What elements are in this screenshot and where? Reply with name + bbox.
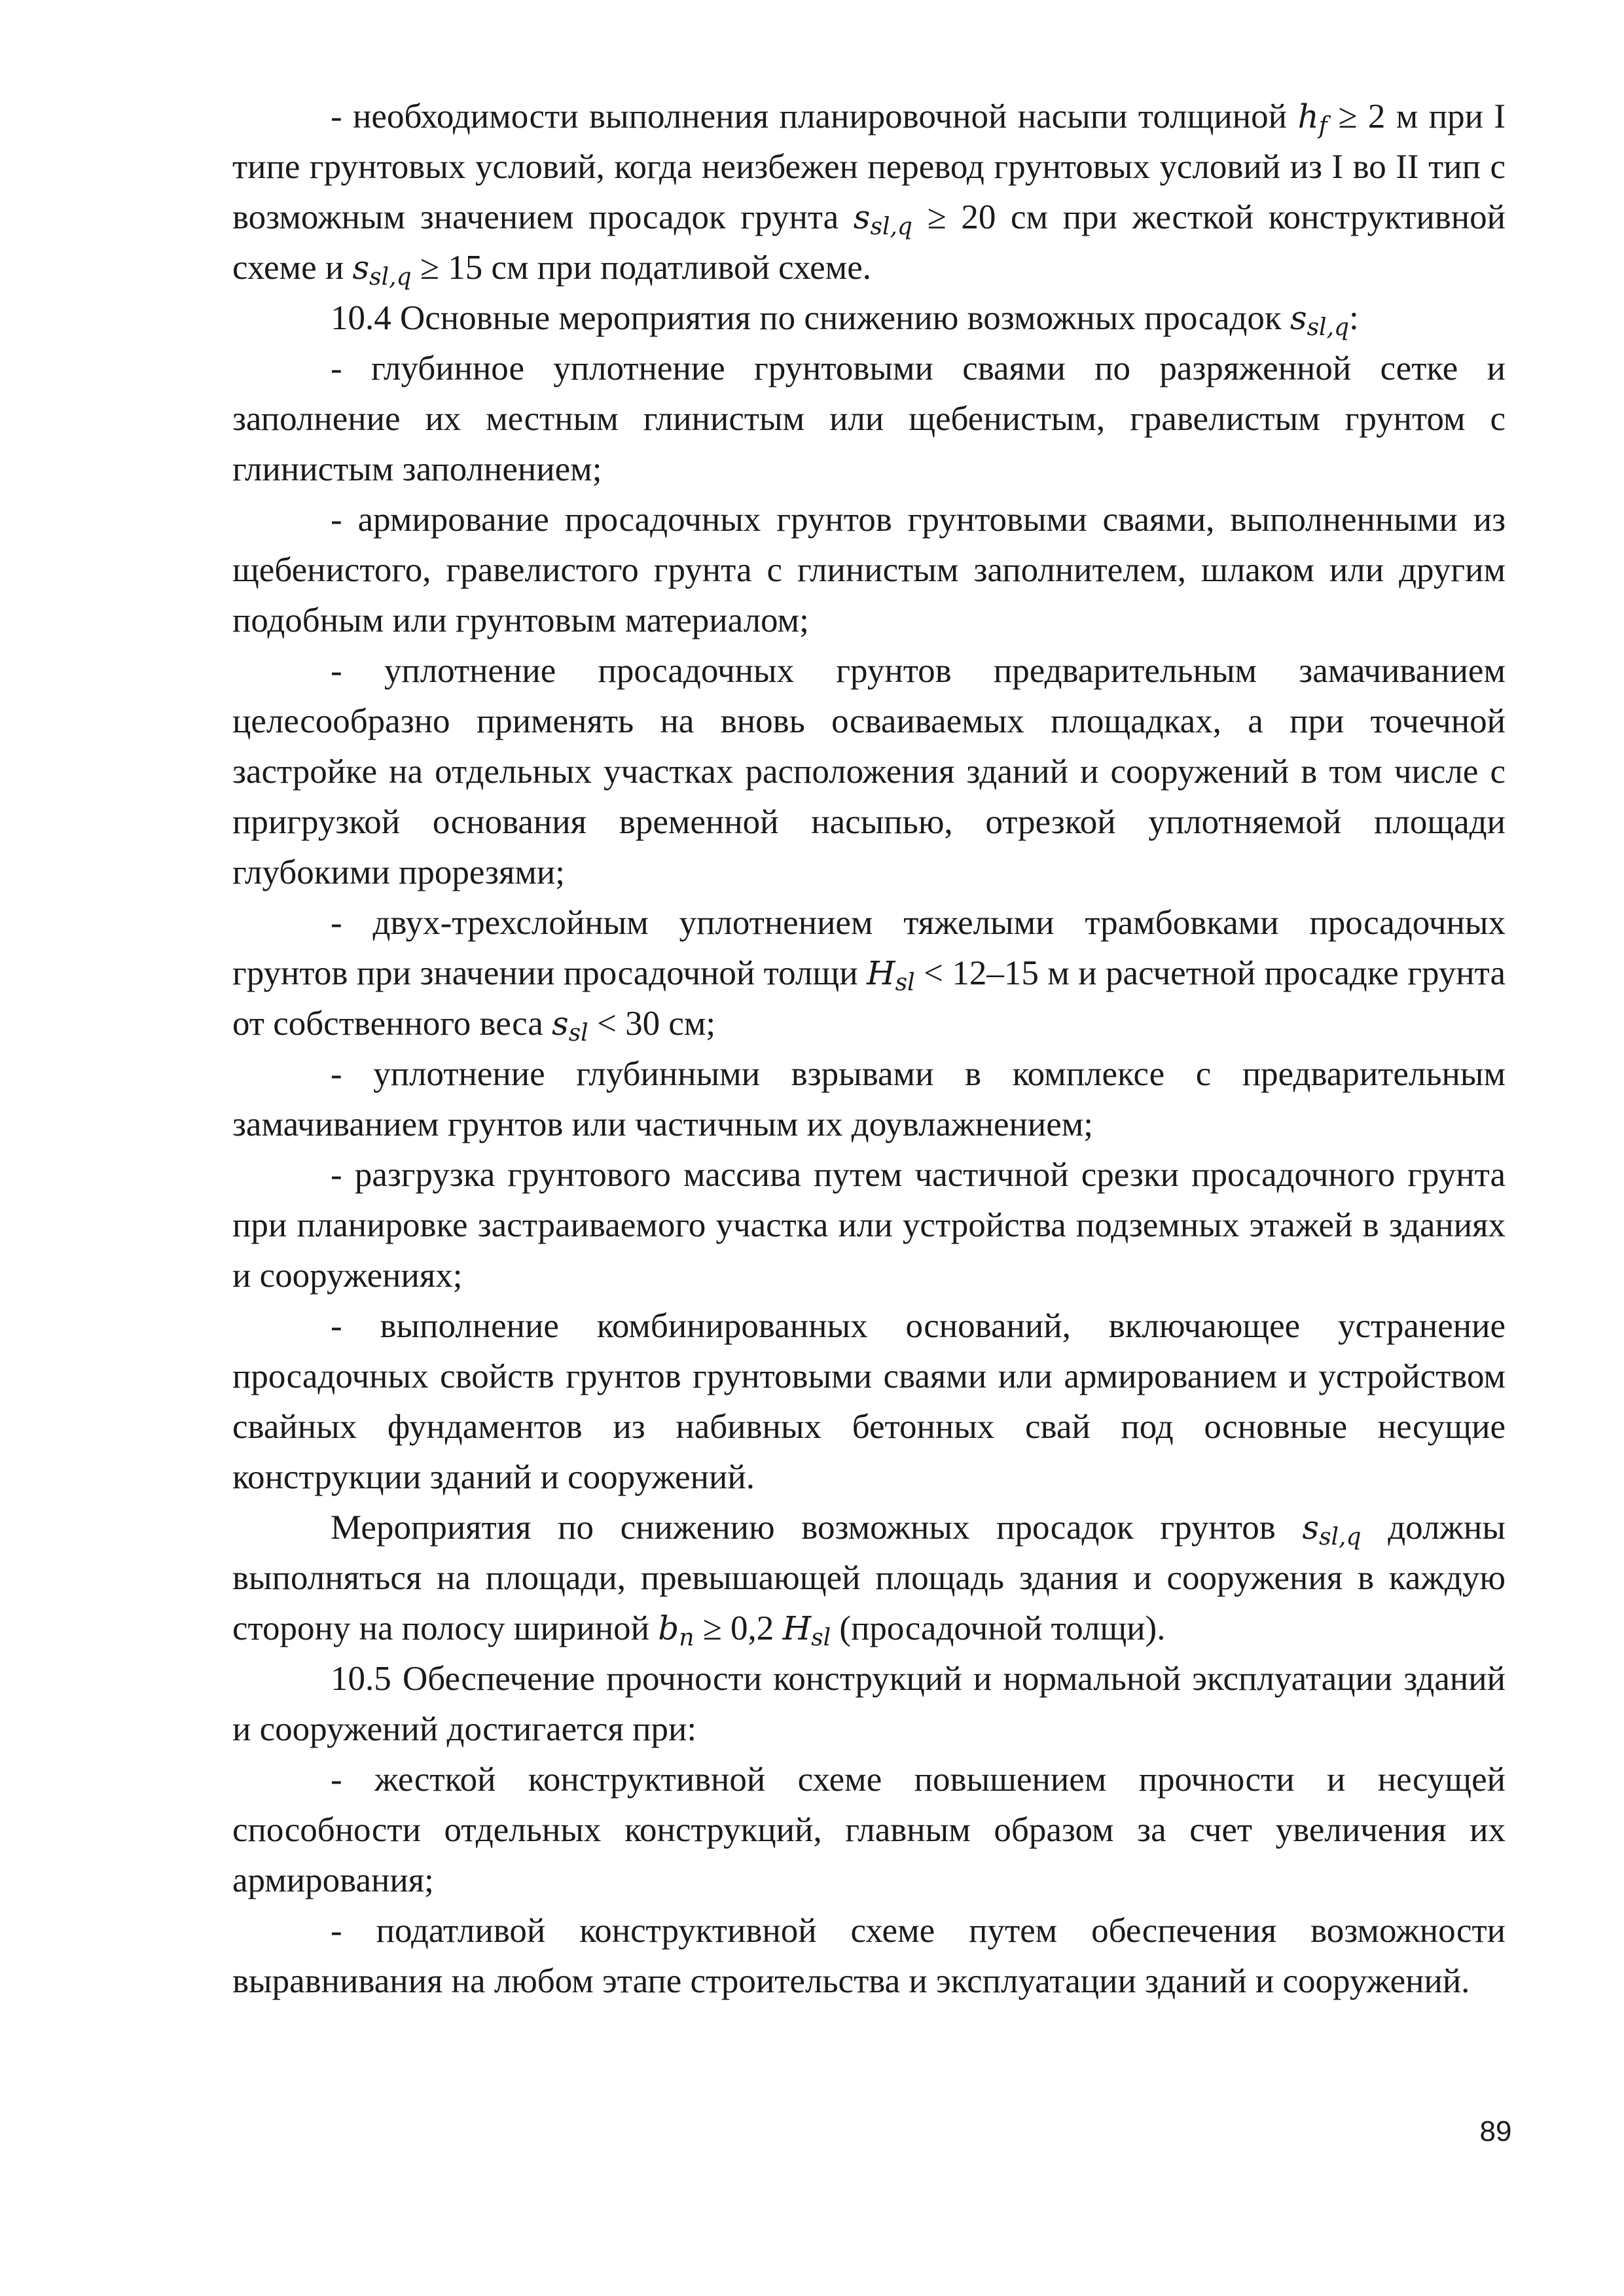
math-subscript: n xyxy=(679,1624,695,1651)
text-run: - жесткой конструктивной схеме повышением прочности и несущей способности отдельных конструкций, главным образом за счет увеличения их армирования; xyxy=(232,1761,1506,1899)
list-item xyxy=(232,646,1506,898)
body-text xyxy=(232,92,1506,2007)
text-run: ≥ 20 см при жесткой конструктивной схеме и xyxy=(232,198,1506,287)
text-run: < 30 см; xyxy=(588,1005,716,1043)
math-base: h xyxy=(1297,98,1319,135)
math-subscript: sl,q xyxy=(1319,1524,1362,1551)
math-variable xyxy=(782,1609,831,1651)
math-variable xyxy=(1297,98,1327,139)
text-run: - глубинное уплотнение грунтовыми сваями по разряженной сетке и заполнение их местным глинистым или щебенистым, гравелистым грунтом с глинистым заполнением; xyxy=(232,350,1506,488)
paragraph xyxy=(232,1503,1506,1654)
math-base: s xyxy=(1302,1509,1320,1547)
math-subscript: sl,q xyxy=(369,264,412,291)
list-item xyxy=(232,495,1506,646)
math-variable xyxy=(658,1609,695,1651)
section-paragraph xyxy=(232,293,1506,344)
text-run: - выполнение комбинированных оснований, включающее устранение просадочных свойств грунтов грунтовыми сваями или армированием и устройством свайных фундаментов из набивных бетонных свай под основные несущие конструкции зданий и сооружений. xyxy=(232,1307,1506,1496)
math-variable xyxy=(1290,299,1350,341)
list-item xyxy=(232,1049,1506,1150)
list-item xyxy=(232,1906,1506,2007)
math-subscript: sl xyxy=(811,1624,831,1651)
text-run: - армирование просадочных грунтов грунтовыми сваями, выполненными из щебенистого, гравелистого грунта с глинистым заполнителем, шлаком или другим подобным или грунтовым материалом; xyxy=(232,501,1506,639)
text-run: - необходимости выполнения планировочной насыпи толщиной xyxy=(331,98,1298,135)
text-run: ≥ 0,2 xyxy=(694,1609,783,1647)
math-subscript: f xyxy=(1318,113,1327,139)
math-subscript: sl,q xyxy=(1307,314,1350,341)
text-run: должны выполняться на площади, превышающей площадь здания и сооружения в каждую сторону на полосу шириной xyxy=(232,1509,1506,1647)
math-base: b xyxy=(658,1609,679,1647)
text-run: Мероприятия по снижению возможных просадок грунтов xyxy=(331,1509,1303,1547)
text-run: - податливой конструктивной схеме путем обеспечения возможности выравнивания на любом этапе строительства и эксплуатации зданий и сооружений. xyxy=(232,1912,1506,2000)
section-paragraph xyxy=(232,1654,1506,1755)
math-variable xyxy=(352,249,412,291)
list-item xyxy=(232,1755,1506,1906)
math-base: s xyxy=(552,1005,569,1043)
math-variable xyxy=(1302,1509,1362,1551)
math-base: s xyxy=(352,249,370,287)
list-item xyxy=(232,898,1506,1049)
text-run: 10.4 Основные мероприятия по снижению возможных просадок xyxy=(331,299,1290,337)
page-number: 89 xyxy=(1479,2115,1512,2147)
math-variable xyxy=(552,1005,588,1047)
math-variable xyxy=(866,954,915,996)
list-item xyxy=(232,344,1506,495)
text-run: 10.5 Обеспечение прочности конструкций и нормальной эксплуатации зданий и сооружений достигается при: xyxy=(232,1660,1506,1748)
math-base: s xyxy=(853,198,871,236)
math-base: H xyxy=(866,954,895,992)
list-item xyxy=(232,92,1506,293)
text-run: - разгрузка грунтового массива путем частичной срезки просадочного грунта при планировке застраиваемого участка или устройства подземных этажей в зданиях и сооружениях; xyxy=(232,1156,1506,1295)
math-variable xyxy=(853,198,912,240)
text-run: ≥ 15 см при податливой схеме. xyxy=(411,249,871,287)
text-run: - уплотнение просадочных грунтов предварительным замачиванием целесообразно применять на вновь осваиваемых площадках, а при точечной застройке на отдельных участках расположения зданий и сооружений в том числе с пригрузкой основания временной насыпью, отрезкой уплотняемой площади глубокими прорезями; xyxy=(232,652,1506,891)
math-subscript: sl,q xyxy=(870,213,912,240)
text-run: ≥ 2 м при I типе грунтовых условий, когда неизбежен перевод грунтовых условий из I во II тип с возможным значением просадок грунта xyxy=(232,98,1506,236)
list-item xyxy=(232,1150,1506,1301)
text-run: (просадочной толщи). xyxy=(831,1609,1166,1647)
math-base: H xyxy=(782,1609,812,1647)
text-run: - уплотнение глубинными взрывами в комплексе с предварительным замачиванием грунтов или частичным их доувлажнением; xyxy=(232,1055,1506,1143)
math-base: s xyxy=(1290,299,1307,337)
text-run: < 12–15 м и расчетной просадке грунта от собственного веса xyxy=(232,954,1506,1043)
list-item xyxy=(232,1301,1506,1503)
text-run: : xyxy=(1349,299,1359,337)
text-run: - двух-трехслойным уплотнением тяжелыми трамбовками просадочных грунтов при значении просадочной толщи xyxy=(232,904,1506,992)
math-subscript: sl xyxy=(568,1020,588,1047)
math-subscript: sl xyxy=(895,969,915,996)
